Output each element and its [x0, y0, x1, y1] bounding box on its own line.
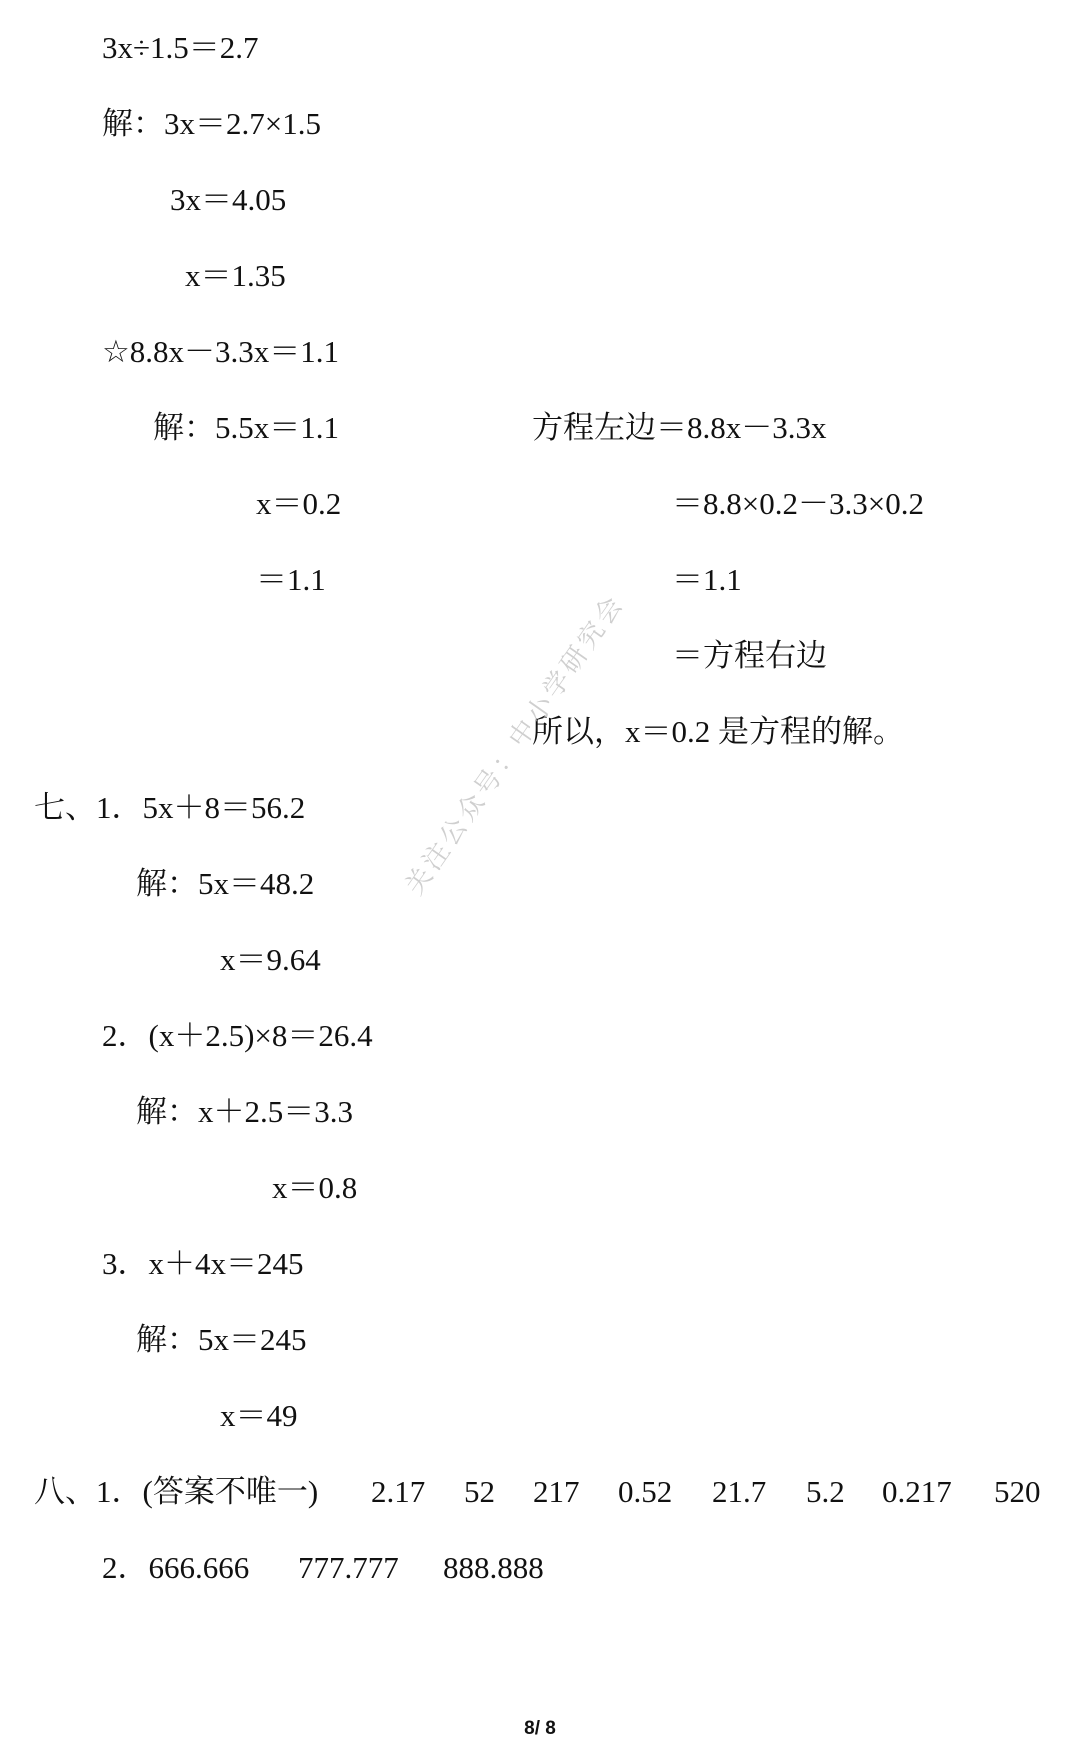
check-conclusion: 所以，x＝0.2 是方程的解。: [532, 714, 904, 749]
solution-line: 解：5x＝245: [136, 1322, 307, 1357]
solution-line: 解：x＋2.5＝3.3: [136, 1094, 353, 1129]
solution-line: ＝1.1: [256, 562, 326, 597]
equation-line: ☆8.8x－3.3x＝1.1: [102, 334, 340, 369]
solution-line: x＝49: [220, 1398, 298, 1433]
watermark-text: 关注公众号：中小学研究会: [399, 588, 631, 901]
solution-line: x＝9.64: [220, 942, 321, 977]
check-line: ＝8.8×0.2－3.3×0.2: [672, 486, 924, 521]
solution-line: 解：5.5x＝1.1: [153, 410, 339, 445]
equation-line: 3x÷1.5＝2.7: [102, 30, 259, 65]
answer-value: 21.7: [712, 1474, 767, 1509]
page-number: 8/ 8: [524, 1718, 556, 1739]
problem-heading: 八、1．(答案不唯一): [34, 1474, 319, 1509]
problem-heading: 2．(x＋2.5)×8＝26.4: [102, 1018, 373, 1053]
check-line: ＝1.1: [672, 562, 742, 597]
solution-line: 3x＝4.05: [170, 182, 287, 217]
answer-value: 888.888: [443, 1550, 544, 1585]
problem-heading: 七、1．5x＋8＝56.2: [34, 790, 306, 825]
answer-value: 2.17: [371, 1474, 426, 1509]
solution-line: 解：3x＝2.7×1.5: [102, 106, 321, 141]
problem-heading: 3．x＋4x＝245: [102, 1246, 304, 1281]
solution-line: x＝0.8: [272, 1170, 358, 1205]
problem-heading: 2．666.666: [102, 1550, 250, 1585]
answer-value: 0.217: [882, 1474, 952, 1509]
check-line: ＝方程右边: [672, 638, 827, 673]
check-line: 方程左边＝8.8x－3.3x: [532, 410, 827, 445]
solution-line: x＝0.2: [256, 486, 342, 521]
answer-value: 52: [464, 1474, 495, 1509]
answer-value: 777.777: [298, 1550, 399, 1585]
solution-line: 解：5x＝48.2: [136, 866, 315, 901]
answer-value: 0.52: [618, 1474, 673, 1509]
solution-line: x＝1.35: [185, 258, 286, 293]
answer-value: 520: [994, 1474, 1041, 1509]
answer-value: 5.2: [806, 1474, 845, 1509]
answer-value: 217: [533, 1474, 580, 1509]
